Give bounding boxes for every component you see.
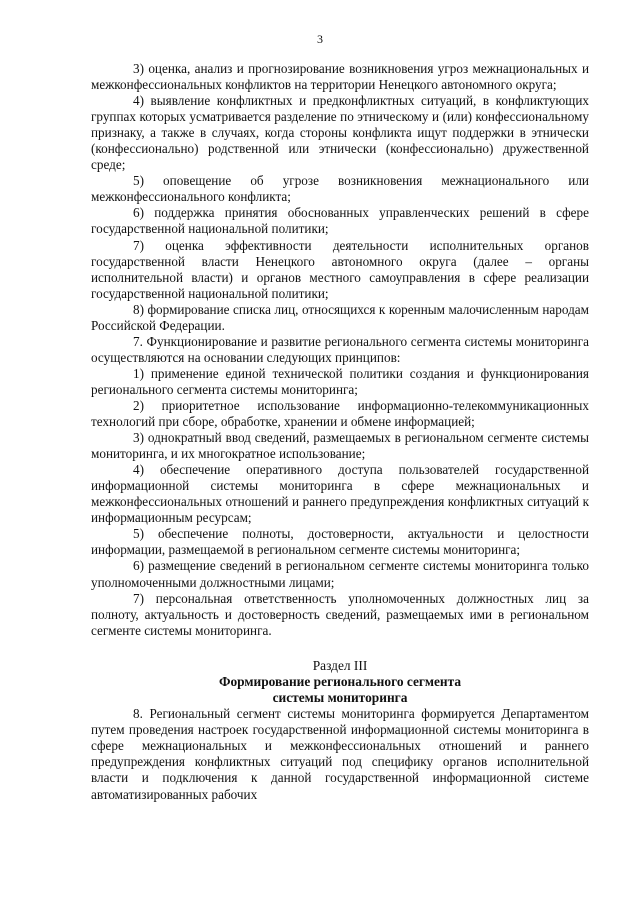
principle-item: 7) персональная ответственность уполномоченных должностных лиц за полноту, актуальность и достоверность сведений, размещаемых ими в региональном сегменте системы мониторинга.	[91, 590, 589, 638]
section-label: Раздел III	[312, 657, 368, 673]
section-title-line-1: Формирование регионального сегмента	[218, 673, 462, 689]
list-item: 8) формирование списка лиц, относящихся к коренным малочисленным народам Российской Федерации.	[91, 301, 589, 333]
page-number: 3	[317, 32, 323, 46]
clause-7-intro: 7. Функционирование и развитие регионального сегмента системы мониторинга осуществляются на основании следующих принципов:	[91, 333, 589, 365]
principle-item: 6) размещение сведений в региональном сегменте системы мониторинга только уполномоченными должностными лицами;	[91, 558, 589, 590]
list-item: 4) выявление конфликтных и предконфликтных ситуаций, в конфликтующих группах которых усматривается разделение по этническому и (или) конфессиональному признаку, а также в случаях, когда стороны конфликта ищут поддержки в этнически (конфессионально) родственной или этнически (конфессионально) дружественной среде;	[91, 93, 589, 173]
principle-item: 5) обеспечение полноты, достоверности, актуальности и целостности информации, размещаемой в региональном сегменте системы мониторинга;	[91, 526, 589, 558]
principle-item: 3) однократный ввод сведений, размещаемых в региональном сегменте системы мониторинга, и их многократное использование;	[91, 430, 589, 462]
list-item: 7) оценка эффективности деятельности исполнительных органов государственной власти Ненецкого автономного округа (далее – органы исполнительной власти) и органов местного самоуправления в сфере реализации государственной национальной политики;	[91, 237, 589, 301]
list-item: 6) поддержка принятия обоснованных управленческих решений в сфере государственной национальной политики;	[91, 205, 589, 237]
principle-item: 4) обеспечение оперативного доступа пользователей государственной информационной системы мониторинга в сфере межнациональных и межконфессиональных отношений и раннего предупреждения конфликтных ситуаций к информационным ресурсам;	[91, 462, 589, 526]
section-title-line-2: системы мониторинга	[272, 690, 408, 706]
principle-item: 2) приоритетное использование информационно-телекоммуникационных технологий при сборе, обработке, хранении и обмене информацией;	[91, 397, 589, 430]
section-heading	[91, 658, 589, 707]
list-item: 5) оповещение об угрозе возникновения межнационального или межконфессионального конфликта;	[91, 173, 589, 205]
document-body	[91, 61, 589, 803]
list-item: 3) оценка, анализ и прогнозирование возникновения угроз межнациональных и межконфессиональных конфликтов на территории Ненецкого автономного округа;	[91, 61, 589, 93]
principle-item: 1) применение единой технической политики создания и функционирования регионального сегмента системы мониторинга;	[91, 365, 589, 397]
clause-8: 8. Региональный сегмент системы мониторинга формируется Департаментом путем проведения настроек государственной информационной системы мониторинга в сфере межнациональных и межконфессиональных отношений и раннего предупреждения конфликтных ситуаций под специфику органов исполнительной власти и подключения к данной государственной информационной системе автоматизированных рабочих	[91, 706, 589, 802]
